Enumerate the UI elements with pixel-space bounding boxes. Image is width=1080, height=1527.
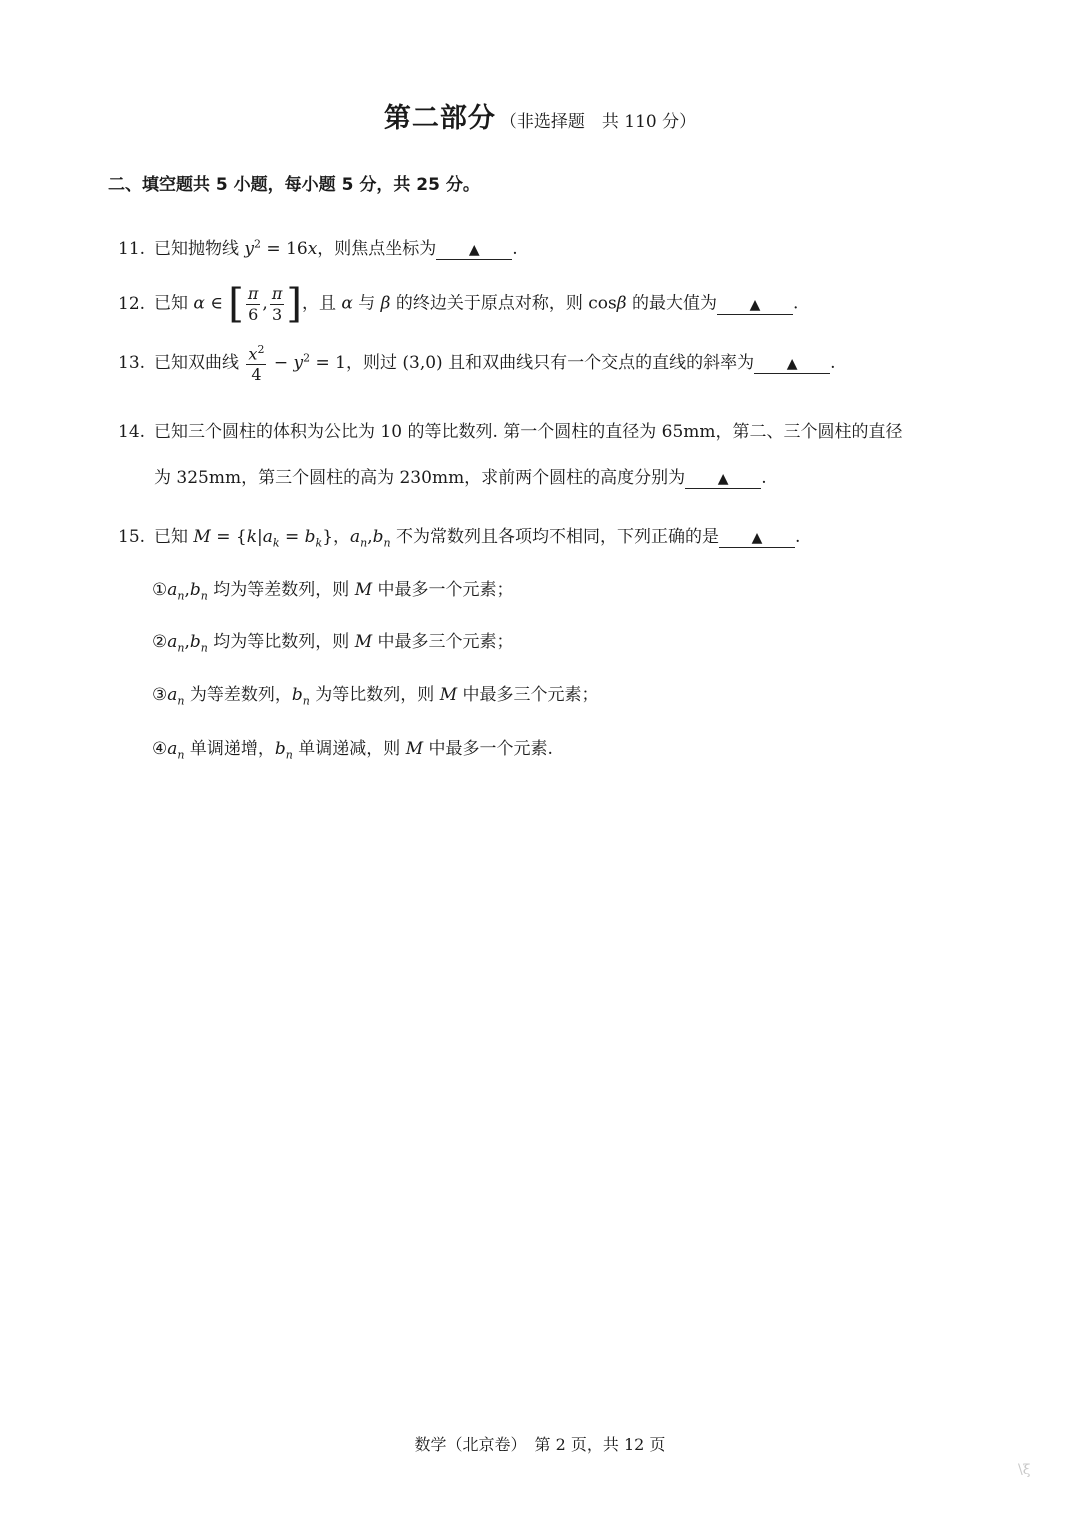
question-13: 13. 已知双曲线 $\frac{x^2}{4}$ − $y^2 = 1$，则过 (3,0) 且和双曲线只有一个交点的直线的斜率为 ▲ .: [118, 343, 836, 385]
option-3: $③a_n$ 为等差数列，$b_n$ 为等比数列，则 M 中最多三个元素；: [152, 685, 599, 708]
triangle-icon: ▲: [717, 471, 729, 487]
watermark: \ξ: [1018, 1462, 1031, 1478]
option-1: $①a_n,b_n$ 均为等差数列，则 M 中最多一个元素；: [152, 580, 514, 603]
answer-blank[interactable]: [719, 529, 795, 548]
option-4: $④a_n$ 单调递增，$b_n$ 单调递减，则 M 中最多一个元素.: [152, 739, 553, 762]
answer-blank[interactable]: [436, 241, 512, 260]
part-title: [0, 96, 1080, 135]
section-heading: 二、填空题共 5 小题，每小题 5 分，共 25 分。: [108, 175, 480, 195]
triangle-icon: ▲: [749, 296, 761, 313]
option-2: $②a_n,b_n$ 均为等比数列，则 M 中最多三个元素；: [152, 632, 514, 655]
fraction-x2-4: $\frac{x^2}{4}$: [248, 343, 265, 385]
triangle-icon: ▲: [468, 242, 480, 258]
triangle-icon: ▲: [751, 530, 763, 546]
part-title-main: 第二部分: [383, 103, 496, 134]
part-title-sub: （非选择题 共 110 分）: [499, 112, 697, 132]
question-12: 12. 已知 α ∈ [ $\frac{\pi}{6}$ , $\frac{\pi}{3}$ ]，且 α 与 β 的终边关于原点对称，则 cosβ 的最大值为 ▲ .: [118, 281, 799, 327]
question-14: 14. 已知三个圆柱的体积为公比为 10 的等比数列. 第一个圆柱的直径为 65mm，第二、三个圆柱的直径: [118, 422, 903, 442]
fraction-pi-3: $\frac{\pi}{3}$: [271, 283, 283, 324]
answer-blank[interactable]: [717, 296, 793, 315]
question-11: 11. 已知抛物线 $y^2 = 16x$，则焦点坐标为 ▲ .: [118, 237, 518, 259]
triangle-icon: ▲: [786, 356, 798, 373]
answer-blank[interactable]: [685, 470, 761, 489]
question-15: 15. 已知 $M = \{k|a_k = b_k\}$，$a_n,b_n$ 不为常数列且各项均不相同，下列正确的是 ▲ .: [118, 527, 801, 550]
question-14-line2: 为 325mm，第三个圆柱的高为 230mm，求前两个圆柱的高度分别为 ▲ .: [154, 468, 767, 488]
page-footer: 数学（北京卷） 第 2 页，共 12 页: [414, 1435, 666, 1454]
answer-blank[interactable]: [754, 355, 830, 374]
fraction-pi-6: $\frac{\pi}{6}$: [247, 283, 259, 324]
